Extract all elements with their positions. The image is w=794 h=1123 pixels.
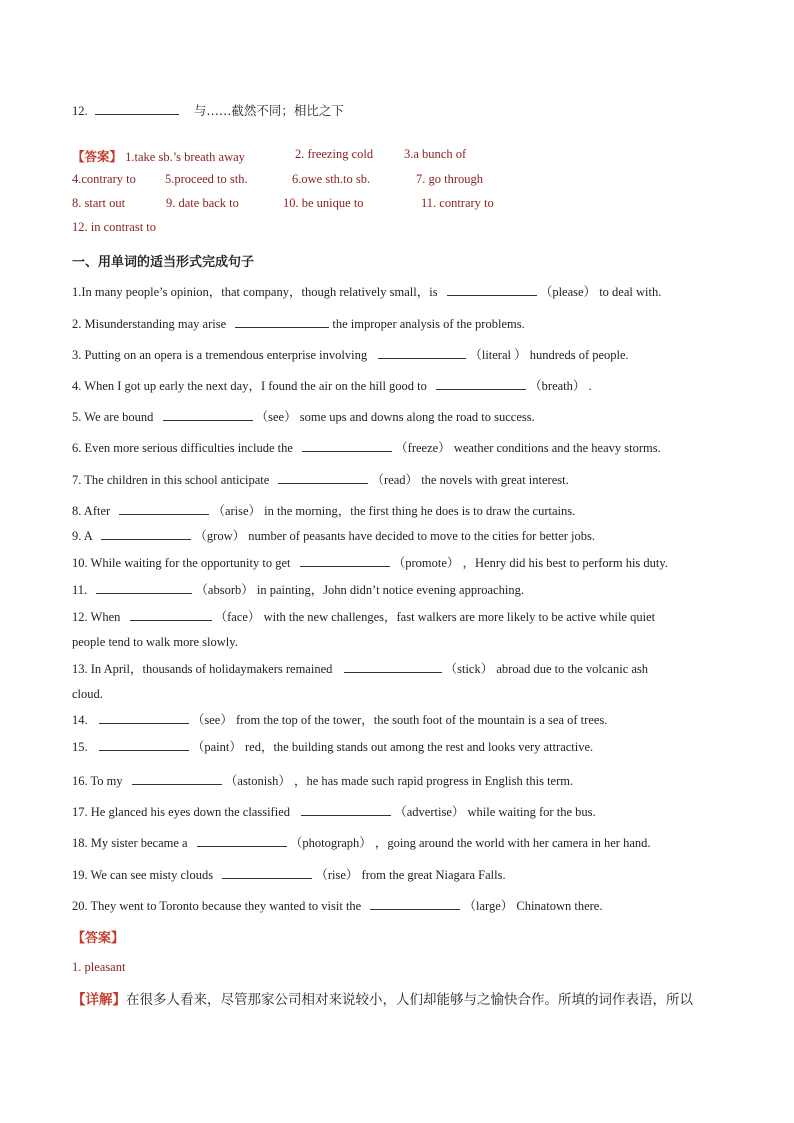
- word-hint: （rise）: [315, 868, 359, 882]
- sentence-text: .: [588, 379, 592, 393]
- sentence-text: 19. We can see misty clouds: [72, 868, 214, 882]
- sentence-text: 15.: [72, 740, 88, 754]
- sentence-text: in painting，John didn’t notice evening approaching.: [256, 583, 524, 597]
- first-answer: 1. pleasant: [72, 960, 126, 974]
- sentence-text: 14.: [72, 713, 88, 727]
- word-hint: （read）: [371, 473, 419, 487]
- sentence-15: [72, 738, 593, 755]
- sentence-text: with the new challenges，fast walkers are more likely to be active while quiet: [263, 610, 656, 624]
- answer-blank[interactable]: [132, 772, 222, 785]
- sentence-text: in the morning，the first thing he does is to draw the curtains.: [264, 504, 576, 518]
- answer-item: 3.a bunch of: [404, 147, 467, 161]
- sentence-14: [72, 711, 607, 728]
- word-hint: （grow）: [194, 529, 246, 543]
- sentence-7: [72, 471, 569, 488]
- sentence-text: 5. We are bound: [72, 410, 154, 424]
- sentence-text: number of peasants have decided to move to the cities for better jobs.: [248, 529, 595, 543]
- word-hint: （paint）: [191, 740, 242, 754]
- sentence-text: 9. A: [72, 529, 93, 543]
- sentence-text: 20. They went to Toronto because they wanted to visit the: [72, 899, 362, 913]
- answer-blank[interactable]: [99, 711, 189, 724]
- sentence-10: [72, 554, 668, 571]
- sentence-9: [72, 527, 595, 544]
- sentence-text: 11.: [72, 583, 88, 597]
- word-hint: （stick）: [444, 662, 494, 676]
- sentence-11: [72, 581, 524, 598]
- sentence-text: to deal with.: [599, 285, 662, 299]
- answer-blank[interactable]: [119, 502, 209, 515]
- answer-blank[interactable]: [370, 897, 460, 910]
- answer-blank[interactable]: [95, 102, 179, 115]
- sentence-text: ，Henry did his best to perform his duty.: [462, 556, 668, 570]
- sentence-text: 18. My sister became a: [72, 836, 188, 850]
- sentence-18: [72, 834, 651, 851]
- answer-blank[interactable]: [378, 346, 466, 359]
- answer-blank[interactable]: [101, 527, 191, 540]
- section-title: 一、用单词的适当形式完成句子: [72, 255, 255, 270]
- sentence-text: 6. Even more serious difficulties include the: [72, 441, 293, 455]
- word-hint: （absorb）: [195, 583, 254, 597]
- answer-blank[interactable]: [130, 608, 212, 621]
- detail-text: 在很多人看来，尽管那家公司相对来说较小，人们却能够与之愉快合作。所填的词作表语，所以: [126, 992, 693, 1008]
- answers-row-4: [72, 220, 156, 235]
- answer-blank[interactable]: [96, 581, 192, 594]
- answer-blank[interactable]: [301, 803, 391, 816]
- answer-blank[interactable]: [222, 866, 312, 879]
- item-number: 12.: [72, 104, 88, 118]
- sentence-text: 16. To my: [72, 774, 123, 788]
- item-meaning: 与……截然不同；相比之下: [193, 103, 344, 118]
- answer-blank[interactable]: [197, 834, 287, 847]
- sentence-13: [72, 660, 648, 677]
- answer-item: 11. contrary to: [421, 196, 494, 210]
- word-hint: （face）: [214, 610, 261, 624]
- answers-tag: 【答案】: [72, 149, 123, 164]
- sentence-text: 7. The children in this school anticipate: [72, 473, 270, 487]
- sentence-text: 1.In many people’s opinion，that company，though relatively small，is: [72, 285, 438, 299]
- sentence-2: [72, 315, 525, 332]
- sentence-text: 4. When I got up early the next day，I found the air on the hill good to: [72, 379, 427, 393]
- detail-tag: 【详解】: [72, 992, 126, 1008]
- sentence-6: [72, 439, 661, 456]
- sentence-text: 17. He glanced his eyes down the classified: [72, 805, 290, 819]
- answer-blank[interactable]: [302, 439, 392, 452]
- sentence-text: hundreds of people.: [529, 348, 629, 362]
- answer-item: 12. in contrast to: [72, 220, 157, 234]
- answer-blank[interactable]: [235, 315, 329, 328]
- answer-blank[interactable]: [300, 554, 390, 567]
- sentence-1: [72, 283, 661, 300]
- sentence-text: abroad due to the volcanic ash: [496, 662, 649, 676]
- sentence-3: [72, 346, 629, 363]
- vocab-item-12: [72, 102, 344, 119]
- word-hint: （see）: [191, 713, 233, 727]
- sentence-text: red，the building stands out among the rest and looks very attractive.: [245, 740, 594, 754]
- sentence-text: Chinatown there.: [516, 899, 603, 913]
- sentence-text: from the great Niagara Falls.: [361, 868, 506, 882]
- sentence-text: the improper analysis of the problems.: [332, 317, 525, 331]
- sentence-text: cloud.: [72, 687, 103, 701]
- sentence-16: [72, 772, 573, 789]
- answer-blank[interactable]: [163, 408, 253, 421]
- sentence-12-cont: [72, 634, 238, 650]
- sentence-text: weather conditions and the heavy storms.: [453, 441, 661, 455]
- sentence-text: while waiting for the bus.: [467, 805, 596, 819]
- word-hint: （photograph）: [289, 836, 372, 850]
- sentence-text: 3. Putting on an opera is a tremendous enterprise involving: [72, 348, 368, 362]
- answer-item: 9. date back to: [166, 196, 239, 210]
- word-hint: （breath）: [529, 379, 586, 393]
- sentence-text: 13. In April，thousands of holidaymakers remained: [72, 662, 333, 676]
- sentence-text: people tend to walk more slowly.: [72, 635, 238, 649]
- word-hint: （large）: [463, 899, 514, 913]
- sentence-text: 2. Misunderstanding may arise: [72, 317, 227, 331]
- answer-item: 7. go through: [416, 172, 484, 186]
- answer-blank[interactable]: [436, 377, 526, 390]
- sentence-text: 8. After: [72, 504, 111, 518]
- sentence-text: 10. While waiting for the opportunity to get: [72, 556, 291, 570]
- sentence-text: 12. When: [72, 610, 121, 624]
- word-hint: （literal ）: [469, 348, 527, 362]
- sentence-20: [72, 897, 602, 914]
- sentence-12: [72, 608, 655, 625]
- sentence-19: [72, 866, 506, 883]
- word-hint: （astonish）: [224, 774, 291, 788]
- word-hint: （freeze）: [395, 441, 451, 455]
- sentence-5: [72, 408, 535, 425]
- sentence-text: ，going around the world with her camera in her hand.: [374, 836, 651, 850]
- sentence-13-cont: [72, 686, 103, 702]
- word-hint: （arise）: [212, 504, 262, 518]
- word-hint: （promote）: [392, 556, 460, 570]
- answer-item: 10. be unique to: [283, 196, 364, 210]
- sentence-4: [72, 377, 592, 394]
- sentence-text: some ups and downs along the road to success.: [299, 410, 535, 424]
- word-hint: （see）: [255, 410, 297, 424]
- answer-item: 8. start out: [72, 196, 126, 210]
- answers-row-1: [72, 147, 467, 165]
- sentence-text: ，he has made such rapid progress in English this term.: [294, 774, 574, 788]
- detail-paragraph: [72, 988, 693, 1008]
- answer-item: 6.owe sth.to sb.: [292, 172, 371, 186]
- sentence-text: the novels with great interest.: [421, 473, 569, 487]
- sentence-text: from the top of the tower，the south foot of the mountain is a sea of trees.: [235, 713, 608, 727]
- answer-blank[interactable]: [278, 471, 368, 484]
- answer-blank[interactable]: [447, 283, 537, 296]
- answer-item: 2. freezing cold: [295, 147, 374, 161]
- answer-blank[interactable]: [99, 738, 189, 751]
- answer-item: 1.take sb.’s breath away: [125, 150, 245, 164]
- answer-item: 5.proceed to sth.: [165, 172, 248, 186]
- word-hint: （please）: [539, 285, 597, 299]
- word-hint: （advertise）: [394, 805, 465, 819]
- sentence-17: [72, 803, 596, 820]
- answer-blank[interactable]: [344, 660, 442, 673]
- answer-item: 4.contrary to: [72, 172, 136, 186]
- answer-header: 【答案】: [72, 931, 125, 946]
- sentence-8: [72, 502, 575, 519]
